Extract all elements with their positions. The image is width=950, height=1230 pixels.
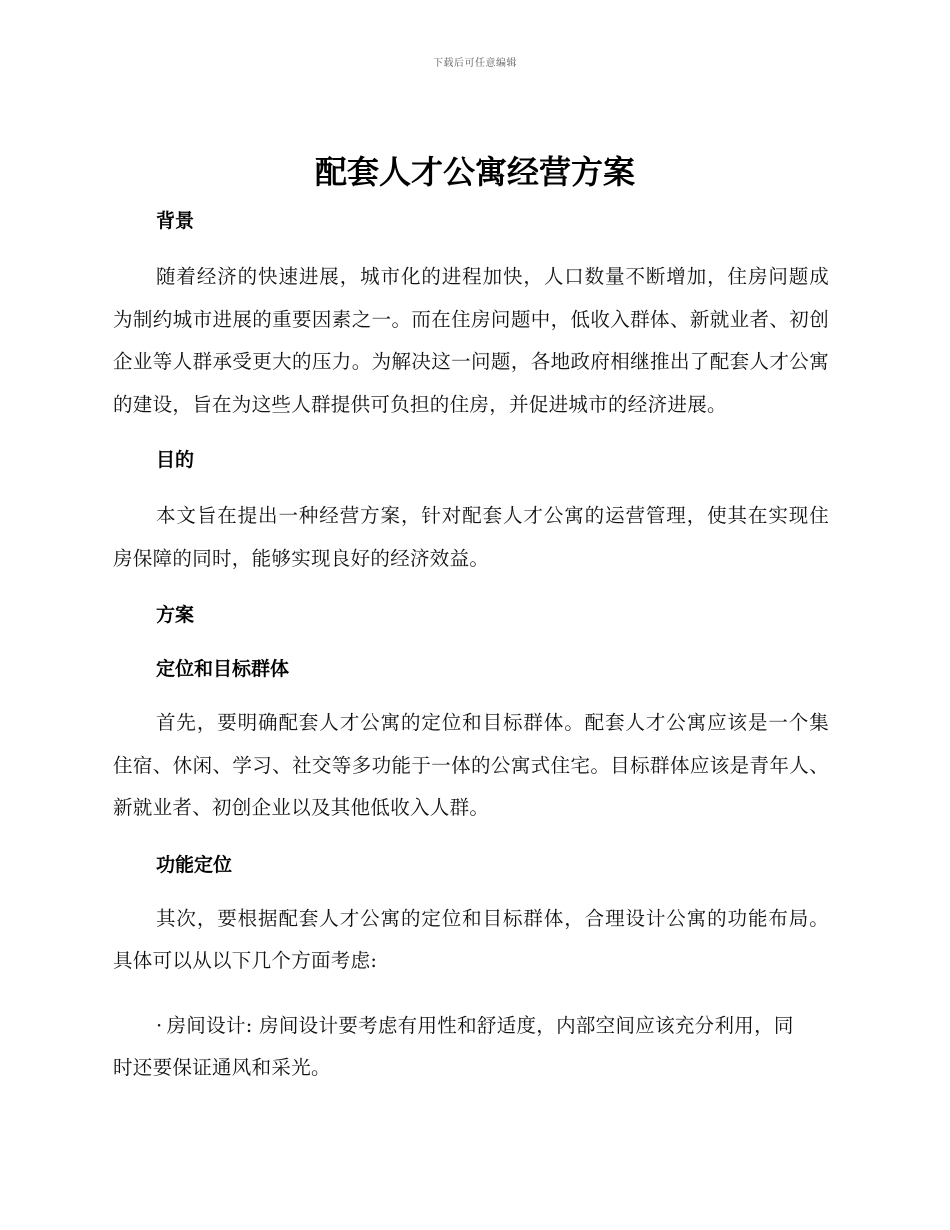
page-header: 下载后可任意编辑	[433, 58, 517, 69]
bullet-marker: ·	[156, 1013, 163, 1037]
heading-function: 功能定位	[156, 853, 233, 876]
paragraph-positioning: 首先，要明确配套人才公寓的定位和目标群体。配套人才公寓应该是一个集住宿、休闲、学习、社交等多功能于一体的公寓式住宅。目标群体应该是青年人、新就业者、初创企业以及其他低收入人群。	[113, 711, 829, 819]
bullet-item-room-design	[113, 1005, 803, 1090]
bullet-text: 房间设计: 房间设计要考虑有用性和舒适度，内部空间应该充分利用，同时还要保证通风和采光。	[113, 1013, 794, 1079]
document-title: 配套人才公寓经营方案	[314, 153, 635, 191]
heading-background: 背景	[156, 210, 195, 232]
paragraph-purpose: 本文旨在提出一种经营方案，针对配套人才公寓的运营管理，使其在实现住房保障的同时，能够实现良好的经济效益。	[113, 504, 829, 570]
heading-plan: 方案	[156, 604, 195, 626]
heading-positioning: 定位和目标群体	[156, 658, 290, 680]
paragraph-background: 随着经济的快速进展，城市化的进程加快，人口数量不断增加，住房问题成为制约城市进展的重要因素之一。而在住房问题中，低收入群体、新就业者、初创企业等人群承受更大的压力。为解决这一问题，各地政府相继推出了配套人才公寓的建设，旨在为这些人群提供可负担的住房，并促进城市的经济进展。	[113, 265, 829, 416]
document-body	[113, 198, 829, 1090]
heading-purpose: 目的	[156, 449, 195, 471]
paragraph-function: 其次，要根据配套人才公寓的定位和目标群体，合理设计公寓的功能布局。具体可以从以下几个方面考虑:	[113, 906, 829, 972]
